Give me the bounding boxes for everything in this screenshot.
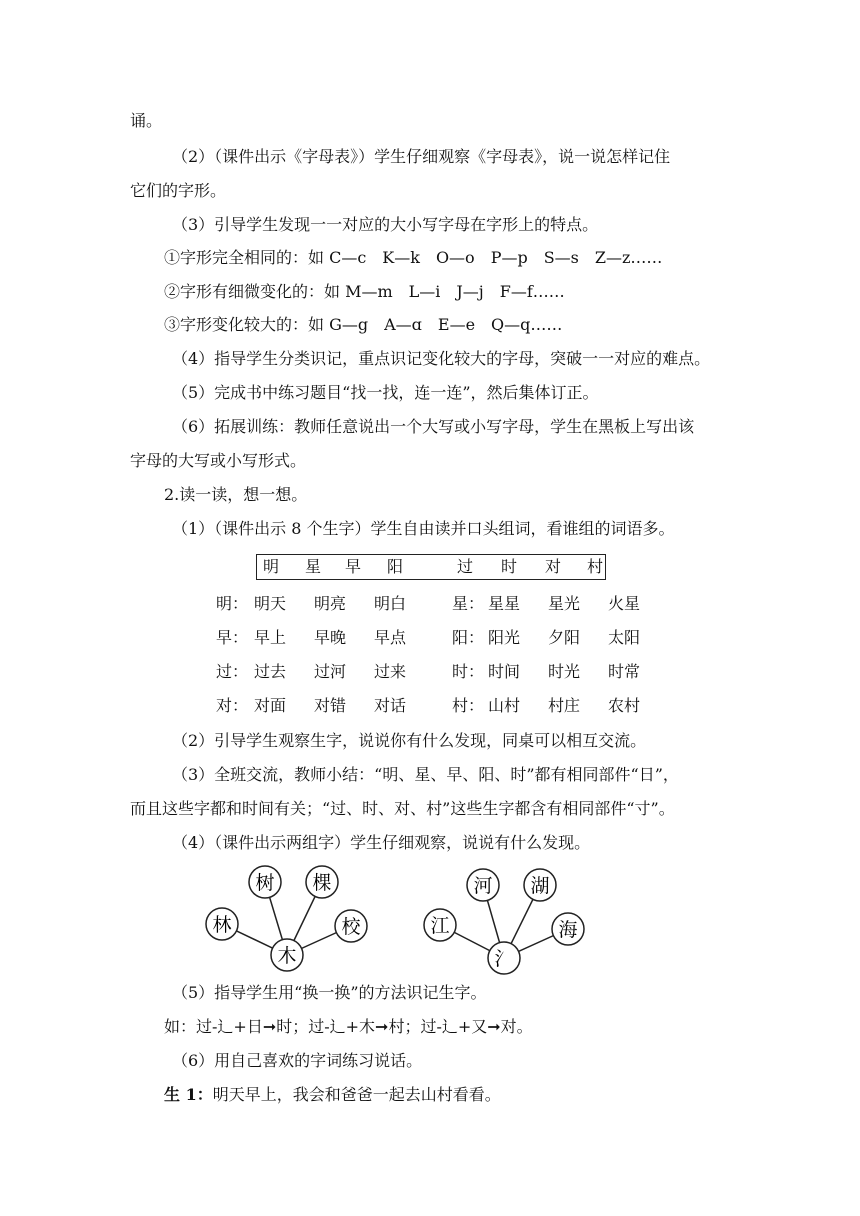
text-line: 而且这些字都和时间有关；“过、时、对、村”这些生字都含有相同部件“寸”。 [130,799,675,818]
group-char: 村： [452,696,485,715]
section-heading: 2.读一读，想一想。 [164,485,308,504]
group-char: 星： [452,594,485,613]
table-char: 过 [457,557,474,576]
leaf-char: 江 [430,915,450,937]
text-line: （6）拓展训练：教师任意说出一个大写或小写字母，学生在黑板上写出该 [172,417,695,436]
center-char: 氵 [494,948,514,970]
table-char: 村 [587,557,604,576]
group-word: 过来 [374,662,407,681]
leaf-char: 海 [558,919,578,941]
group-char: 早： [216,628,249,647]
text-line: （3）引导学生发现一一对应的大小写字母在字形上的特点。 [172,215,599,234]
group-word: 对错 [314,696,347,715]
leaf-char: 校 [341,916,361,938]
group-word: 夕阳 [548,628,581,647]
text-line: ②字形有细微变化的：如 M—m L—i J—j F—f…… [164,282,565,301]
leaf-char: 林 [212,914,232,936]
group-word: 时常 [608,662,641,681]
group-word: 太阳 [608,628,641,647]
group-char: 过： [216,662,249,681]
group-word: 对面 [254,696,287,715]
group-word: 过去 [254,662,287,681]
group-word: 早晚 [314,628,347,647]
text-line: （4）（课件出示两组字）学生仔细观察，说说有什么发现。 [172,833,591,852]
leaf-char: 河 [473,875,493,897]
table-char: 时 [501,557,518,576]
group-word: 火星 [608,594,641,613]
group-word: 明白 [374,594,407,613]
group-word: 时间 [488,662,521,681]
text-line: （1）（课件出示 8 个生字）学生自由读并口头组词，看谁组的词语多。 [172,519,675,538]
group-word: 对话 [374,696,407,715]
group-word: 星光 [548,594,581,613]
text-line: （4）指导学生分类识记，重点识记变化较大的字母，突破一一对应的难点。 [172,349,711,368]
leaf-char: 湖 [530,875,550,897]
text-line: （3）全班交流，教师小结：“明、星、早、阳、时”都有相同部件“日”， [172,765,679,784]
group-word: 农村 [608,696,641,715]
text-line: （5）指导学生用“换一换”的方法识记生字。 [172,983,487,1002]
text-line: ①字形完全相同的：如 C—c K—k O—o P—p S—s Z—z…… [164,248,663,267]
text-line: ③字形变化较大的：如 G—g A—ɑ E—e Q—q…… [164,315,563,334]
group-word: 星星 [488,594,521,613]
water-radical-diagram [424,869,584,974]
wood-radical-diagram [206,866,367,971]
student-answer [164,1085,501,1105]
group-word: 明天 [254,594,287,613]
group-char: 明： [216,594,249,613]
text-line: （5）完成书中练习题目“找一找，连一连”，然后集体订正。 [172,383,599,402]
group-char: 时： [452,662,485,681]
group-word: 村庄 [548,696,581,715]
group-word: 过河 [314,662,347,681]
student-sentence: 明天早上，我会和爸爸一起去山村看看。 [212,1085,501,1104]
table-char: 星 [305,557,322,576]
group-word: 明亮 [314,594,347,613]
text-line: （2）（课件出示《字母表》）学生仔细观察《字母表》，说一说怎样记住 [172,147,671,166]
group-word: 早点 [374,628,407,647]
group-word: 阳光 [488,628,521,647]
group-word: 时光 [548,662,581,681]
text-line: 字母的大写或小写形式。 [130,451,307,470]
text-line: （2）引导学生观察生字，说说你有什么发现，同桌可以相互交流。 [172,731,647,750]
text-line: （6）用自己喜欢的字词练习说话。 [172,1051,423,1070]
group-char: 阳： [452,628,485,647]
text-line: 如：过-辶+日➞时；过-辶+木➞村；过-辶+又➞对。 [164,1017,533,1036]
group-word: 早上 [254,628,287,647]
table-char: 阳 [387,557,404,576]
group-char: 对： [216,696,249,715]
center-char: 木 [277,945,297,967]
group-word: 山村 [488,696,521,715]
student-label: 生 1： [164,1085,213,1104]
text-line: 它们的字形。 [130,181,227,200]
text-line: 诵。 [130,111,163,130]
leaf-char: 树 [255,872,275,894]
leaf-char: 棵 [312,872,332,894]
table-char: 明 [263,557,280,576]
table-char: 对 [545,557,562,576]
table-char: 早 [345,557,362,576]
